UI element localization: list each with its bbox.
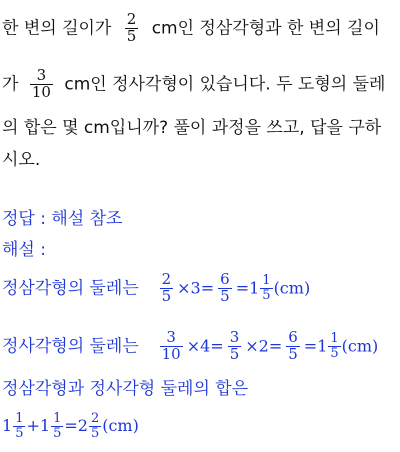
- fraction: $\frac{2}{5}$: [126, 10, 137, 45]
- answer-line: 정답 : 해설 참조: [2, 209, 123, 229]
- question-text: 가: [2, 74, 19, 95]
- question-text: 한 변의 길이가: [2, 18, 112, 39]
- triangle-perimeter-line: 정삼각형의 둘레는 $\frac{2}{5}$ ×3= $\frac{6}{5}$ =1 $\frac{1}{5}$ (cm): [2, 270, 311, 305]
- sum-equation-line: 1 $\frac{1}{5}$ +1 $\frac{1}{5}$ =2 $\frac{2}{5}$ (cm): [2, 411, 139, 441]
- question-line-2: [2, 68, 385, 101]
- fraction: $\frac{3}{10}$: [31, 66, 51, 101]
- question-line-3: [2, 120, 381, 137]
- square-perimeter-line: 정사각형의 둘레는 $\frac{3}{10}$ ×4= $\frac{3}{5}$ ×2= $\frac{6}{5}$ =1 $\frac{1}{5}$ (cm): [2, 328, 379, 363]
- question-line-1: [2, 12, 380, 45]
- question-text: cm인 정사각형이 있습니다. 두 도형의 둘레: [64, 74, 386, 95]
- question-text: 의 합은 몇 cm입니까? 풀이 과정을 쓰고, 답을 구하: [2, 118, 382, 138]
- question-line-4: [2, 152, 40, 169]
- sum-label-line: 정삼각형과 정사각형 둘레의 합은: [2, 379, 249, 399]
- question-text: cm인 정삼각형과 한 변의 길이: [151, 18, 380, 39]
- explanation-label: 해설 :: [2, 240, 46, 260]
- question-text: 시오.: [2, 150, 41, 170]
